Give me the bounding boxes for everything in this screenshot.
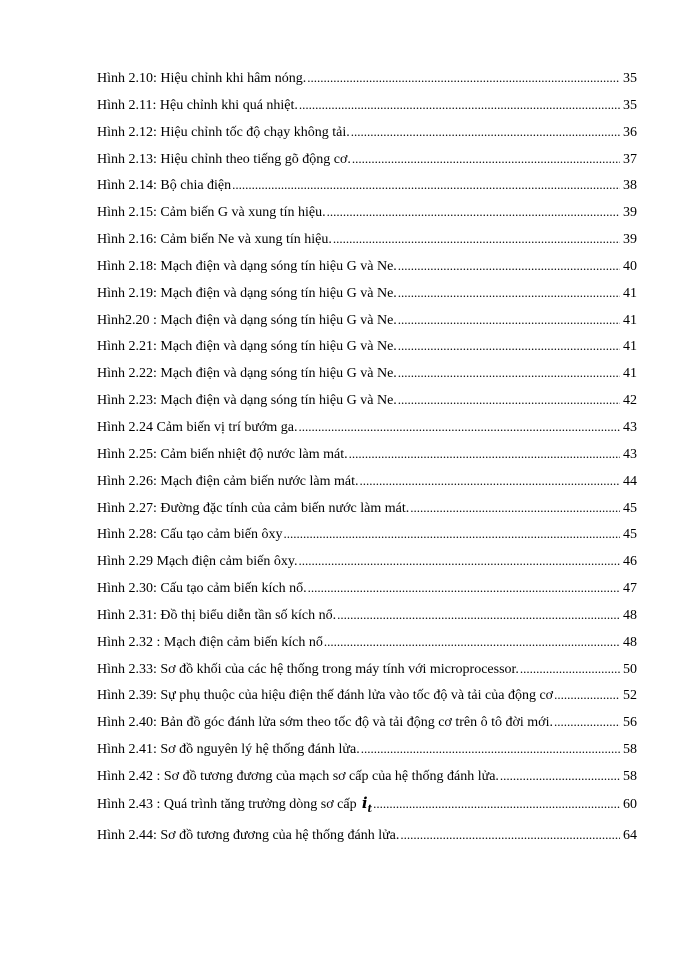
page-number: 41 [623,312,637,328]
toc-entry[interactable] [97,471,637,498]
page-number: 45 [623,527,637,543]
page-number: 42 [623,393,637,409]
dot-leader [373,794,620,815]
toc-entry[interactable] [97,578,637,605]
page-number: 46 [623,554,637,570]
figure-title: Mạch điện cảm biến kích nổ [163,634,323,650]
figure-title: Sơ đồ nguyên lý hệ thống đánh lửa. [160,742,360,758]
page-number: 56 [623,715,637,731]
dot-leader [500,766,620,787]
toc-entry[interactable] [97,175,637,202]
toc-entry[interactable] [97,498,637,525]
dot-leader [327,202,620,223]
figure-title: Sơ đồ tương đương của mạch sơ cấp của hệ thống đánh lửa. [163,768,499,784]
dot-leader [554,712,620,733]
figure-number: Hình 2.44: [97,827,157,843]
figure-number: Hình 2.15: [97,205,157,221]
figure-number: Hình 2.19: [97,285,157,301]
figure-number: Hình 2.25: [97,446,157,462]
figure-number: Hình 2.32 : [97,634,161,650]
page-number: 58 [623,742,637,758]
dot-leader [283,524,620,545]
page-number: 36 [623,124,637,140]
dot-leader [299,551,621,572]
toc-entry[interactable] [97,122,637,149]
figure-number: Hình 2.18: [97,258,157,274]
toc-entry[interactable] [97,390,637,417]
figure-title: Cảm biến vị trí bướm ga. [156,419,298,435]
page-number: 48 [623,634,637,650]
page-number: 37 [623,151,637,167]
figure-list [97,68,637,851]
figure-title: Hệu chỉnh khi quá nhiệt. [159,97,298,113]
dot-leader [410,498,620,519]
page-number: 58 [623,768,637,784]
page-number: 39 [623,205,637,221]
figure-number: Hình 2.21: [97,339,157,355]
page-number: 43 [623,419,637,435]
dot-leader [520,659,620,680]
figure-title: Cấu tạo cảm biến ôxy [160,527,283,543]
figure-title: Cấu tạo cảm biến kích nổ. [160,581,307,597]
figure-title: Sơ đồ khối của các hệ thống trong máy tính với microprocessor. [160,661,519,677]
dot-leader [307,68,620,89]
dot-leader [349,444,620,465]
figure-title: Mạch điện và dạng sóng tín hiệu G và Ne. [160,393,397,409]
page-number: 52 [623,688,637,704]
toc-entry[interactable] [97,417,637,444]
toc-entry[interactable] [97,825,637,852]
toc-entry[interactable] [97,149,637,176]
math-symbol: $i_t$ [361,793,373,815]
figure-number: Hình 2.27: [97,500,157,516]
dot-leader [337,605,620,626]
figure-title: Cảm biến nhiệt độ nước làm mát. [160,446,348,462]
toc-entry[interactable] [97,685,637,712]
toc-entry[interactable] [97,766,637,793]
page-number: 38 [623,178,637,194]
figure-number: Hình 2.39: [97,688,157,704]
page-number: 64 [623,827,637,843]
dot-leader [398,363,620,384]
page-number: 35 [623,71,637,86]
figure-title: Mạch điện và dạng sóng tín hiệu G và Ne. [160,339,397,355]
figure-title: Mạch điện và dạng sóng tín hiệu G và Ne. [160,285,397,301]
toc-entry[interactable] [97,95,637,122]
figure-number: Hình 2.28: [97,527,157,543]
toc-entry[interactable] [97,551,637,578]
figure-number: Hình 2.40: [97,715,157,731]
page-number: 41 [623,285,637,301]
figure-number: Hình 2.41: [97,742,157,758]
dot-leader [398,310,620,331]
figure-title: Cảm biến G và xung tín hiệu. [160,205,326,221]
toc-entry[interactable] [97,793,637,820]
toc-entry[interactable] [97,229,637,256]
toc-entry[interactable] [97,739,637,766]
figure-number: Hình 2.12: [97,124,157,140]
figure-title: Hiệu chỉnh tốc độ chạy không tải. [160,124,350,140]
dot-leader [232,175,620,196]
dot-leader [324,632,620,653]
dot-leader [298,417,620,438]
toc-entry[interactable] [97,68,637,95]
figure-number: Hình 2.11: [97,97,157,113]
figure-number: Hình 2.23: [97,393,157,409]
figure-title: Mạch điện và dạng sóng tín hiệu G và Ne. [160,312,397,328]
figure-number: Hình 2.33: [97,661,157,677]
figure-title: Bản đồ góc đánh lửa sớm theo tốc độ và tải động cơ trên ô tô đời mới. [160,715,553,731]
page-number: 50 [623,661,637,677]
dot-leader [398,256,620,277]
figure-number: Hình2.20 : [97,312,157,328]
toc-entry[interactable] [97,363,637,390]
toc-entry[interactable] [97,632,637,659]
page-number: 45 [623,500,637,516]
dot-leader [554,685,620,706]
figure-title: Mạch điện cảm biến ôxy. [156,554,298,570]
figure-number: Hình 2.42 : [97,768,161,784]
toc-entry[interactable] [97,712,637,739]
dot-leader [398,390,620,411]
figure-number: Hình 2.13: [97,151,157,167]
figure-number: Hình 2.16: [97,232,157,248]
toc-entry[interactable] [97,256,637,283]
figure-number: Hình 2.43 : [97,796,161,812]
toc-entry[interactable] [97,524,637,551]
figure-title: Hiệu chỉnh khi hâm nóng. [160,71,307,86]
dot-leader [359,471,620,492]
figure-title: Sự phụ thuộc của hiệu điện thế đánh lửa vào tốc độ và tải của động cơ [160,688,554,704]
dot-leader [352,149,620,170]
page-number: 41 [623,339,637,355]
page-number: 60 [623,796,637,812]
page-number: 48 [623,607,637,623]
toc-entry[interactable] [97,202,637,229]
figure-number: Hình 2.26: [97,473,157,489]
figure-title: Sơ đồ tương đương của hệ thống đánh lửa. [160,827,400,843]
figure-number: Hình 2.29 [97,554,153,570]
toc-entry[interactable] [97,336,637,363]
page-number: 39 [623,232,637,248]
toc-entry[interactable] [97,659,637,686]
dot-leader [351,122,620,143]
page-number: 47 [623,581,637,597]
page-number: 43 [623,446,637,462]
dot-leader [398,283,620,304]
figure-number: Hình 2.24 [97,419,153,435]
toc-entry[interactable] [97,283,637,310]
toc-entry[interactable] [97,444,637,471]
dot-leader [308,578,620,599]
figure-title: Mạch điện và dạng sóng tín hiệu G và Ne. [160,258,397,274]
page-number: 44 [623,473,637,489]
dot-leader [361,739,620,760]
page-number: 41 [623,366,637,382]
dot-leader [299,95,620,116]
figure-title: Đồ thị biểu diễn tần số kích nổ. [160,607,337,623]
figure-title: Quá trình tăng trưởng dòng sơ cấp [163,796,357,812]
figure-title: Hiệu chỉnh theo tiếng gõ động cơ. [160,151,351,167]
figure-title: Cảm biến Ne và xung tín hiệu. [160,232,332,248]
figure-number: Hình 2.30: [97,581,157,597]
toc-entry[interactable] [97,605,637,632]
dot-leader [333,229,620,250]
page-number: 40 [623,258,637,274]
figure-number: Hình 2.10: [97,71,157,86]
figure-number: Hình 2.14: [97,178,157,194]
figure-number: Hình 2.22: [97,366,157,382]
page-number: 35 [623,97,637,113]
dot-leader [398,336,620,357]
figure-title: Mạch điện cảm biến nước làm mát. [160,473,359,489]
figure-title: Đường đặc tính của cảm biến nước làm mát. [160,500,410,516]
figure-title: Bộ chia điện [160,178,232,194]
dot-leader [400,825,620,846]
figure-title: Mạch điện và dạng sóng tín hiệu G và Ne. [160,366,397,382]
toc-entry[interactable] [97,310,637,337]
figure-number: Hình 2.31: [97,607,157,623]
